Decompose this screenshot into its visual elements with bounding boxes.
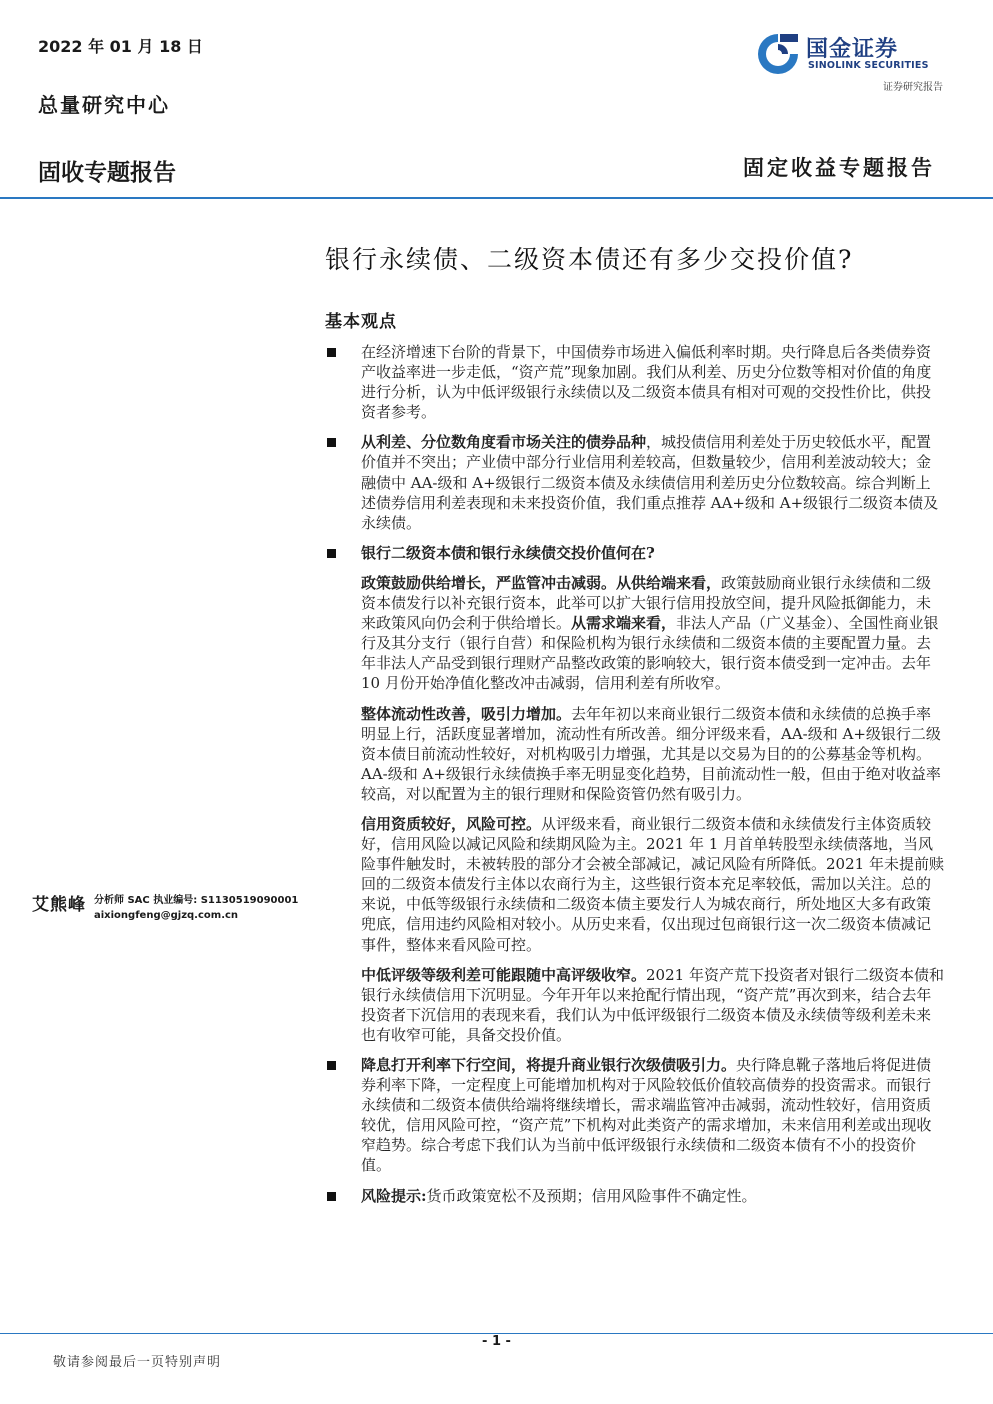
bullet-overview — [325, 342, 945, 422]
brand-name-en: SINOLINK SECURITIES — [808, 60, 929, 71]
sub-text: 2021 年资产荒下投资者对银行二级资本债和银行永续债信用下沉明显。今年开年以来抢配行情出现，“资产荒”再次到来，结合去年投资者下沉信用的表现来看，我们认为中低评级银行二级资本债及永续债等级利差未来也有收窄可能，具备交投价值。 — [361, 965, 944, 1044]
research-center-label: 总量研究中心 — [38, 93, 170, 117]
report-date: 2022 年 01 月 18 日 — [38, 37, 203, 56]
page-number: - 1 - — [482, 1334, 511, 1349]
analyst-email: aixiongfeng@gjzq.com.cn — [94, 910, 239, 921]
bullet-value-question — [325, 543, 945, 563]
sub-lead: 中低评级等级利差可能跟随中高评级收窄。 — [361, 965, 647, 984]
sub-text: 去年年初以来商业银行二级资本债和永续债的总换手率明显上行，活跃度显著增加，流动性有所改善。细分评级来看，AA-级和 A+级银行二级资本债目前流动性较好，对机构吸引力增强，尤其是以交易为目的的公募基金等机构。AA-级和 A+级银行永续债换手率无明显变化趋势，目前流动性一般，但由于绝对收益率较高，对以配置为主的银行理财和保险资管仍然有吸引力。 — [361, 704, 941, 803]
bullet-square-icon — [327, 438, 336, 447]
bullet-text: 央行降息靴子落地后将促进债券利率下降，一定程度上可能增加机构对于风险较低价值较高债券的投资需求。而银行永续债和二级资本债供给端将继续增长，需求端监管冲击减弱，流动性较好，信用资质较优，信用风险可控，“资产荒”下机构对此类资产的需求增加，未来信用利差或出现收窄趋势。综合考虑下我们认为当前中低评级银行永续债和二级资本债有不小的投资价值。 — [361, 1056, 932, 1175]
sinolink-logo-icon — [756, 32, 800, 76]
report-type-label: 固收专题报告 — [38, 160, 176, 186]
brand-sub-label: 证券研究报告 — [883, 82, 943, 93]
analyst-cert: 分析师 SAC 执业编号: S1130519090001 — [94, 895, 299, 906]
key-views-body — [325, 342, 945, 1206]
sub-credit-quality — [325, 814, 945, 955]
sub-rating-spread — [325, 965, 945, 1045]
bullet-lead: 银行二级资本债和银行永续债交投价值何在? — [361, 543, 655, 562]
bullet-text: 在经济增速下台阶的背景下，中国债券市场进入偏低利率时期。央行降息后各类债券资产收益率进一步走低，“资产荒”现象加剧。我们从利差、历史分位数等相对价值的角度进行分析，认为中低评级银行永续债以及二级资本债具有相对可观的交投性价比，供投资者参考。 — [361, 343, 932, 422]
bullet-risk — [325, 1186, 945, 1206]
bullet-lead: 降息打开利率下行空间，将提升商业银行次级债吸引力。 — [361, 1056, 737, 1074]
report-title: 银行永续债、二级资本债还有多少交投价值? — [325, 245, 854, 274]
bullet-text: 货币政策宽松不及预期；信用风险事件不确定性。 — [426, 1186, 757, 1205]
header-divider — [0, 197, 993, 199]
sub-text: 非法人产品（广义基金）、全国性商业银行及其分支行（银行自营）和保险机构为银行永续债和二级资本债的主要配置力量。去年非法人产品受到银行理财产品整改政策的影响较大，银行资本债受到一定冲击。去年 10 月份开始净值化整改冲击减弱，信用利差有所收窄。 — [361, 614, 939, 693]
views-heading: 基本观点 — [325, 312, 397, 332]
sub-supply-demand — [325, 573, 945, 694]
bullet-text: ，城投债信用利差处于历史较低水平，配置价值并不突出；产业债中部分行业信用利差较高，但数量较少，信用利差波动较大；金融债中 AA-级和 A+级银行二级资本债及永续债信用利差历史分位数较高。综合判断上述债券信用利差表现和未来投资价值，我们重点推荐 AA+级和 A+级银行二级资本债及永续债。 — [361, 433, 939, 532]
bullet-square-icon — [327, 1192, 336, 1201]
sub-liquidity — [325, 704, 945, 804]
bullet-spread-analysis — [325, 432, 945, 532]
sub-text: 从评级来看，商业银行二级资本债和永续债发行主体资质较好，信用风险以减记风险和续期风险为主。2021 年 1 月首单转股型永续债落地，当风险事件触发时，未被转股的部分才会被全部减记，减记风险有所降低。2021 年未提前赎回的二级资本债发行主体以农商行为主，这些银行资本充足率较低，需加以关注。总的来说，中低等级银行永续债和二级资本债主要发行人为城农商行，所处地区大多有政策兜底，信用违约风险相对较小。从历史来看，仅出现过包商银行这一次二级资本债减记事件，整体来看风险可控。 — [361, 814, 944, 954]
sub-text: 政策鼓励商业银行永续债和二级资本债发行以补充银行资本，此举可以扩大银行信用投放空间，提升风险抵御能力，未来政策风向仍会利于供给增长。 — [361, 573, 932, 633]
footer-disclaimer: 敬请参阅最后一页特别声明 — [53, 1355, 222, 1370]
bullet-rate-cut — [325, 1055, 945, 1176]
bullet-square-icon — [327, 348, 336, 357]
analyst-meta — [94, 893, 298, 923]
sub-lead: 从需求端来看， — [571, 614, 677, 633]
bullet-lead: 从利差、分位数角度看市场关注的债券品种 — [361, 433, 647, 452]
sub-lead: 信用资质较好，风险可控。 — [361, 814, 542, 833]
sub-lead: 整体流动性改善，吸引力增加。 — [361, 704, 572, 723]
brand-logo — [756, 30, 946, 78]
analyst-name: 艾熊峰 — [32, 895, 86, 915]
bullet-square-icon — [327, 1061, 336, 1070]
bullet-lead: 风险提示: — [361, 1186, 427, 1205]
bullet-square-icon — [327, 549, 336, 558]
sub-lead: 政策鼓励供给增长，严监管冲击减弱。从供给端来看， — [361, 573, 722, 592]
series-title: 固定收益专题报告 — [743, 155, 935, 180]
brand-name-cn: 国金证券 — [806, 37, 899, 62]
